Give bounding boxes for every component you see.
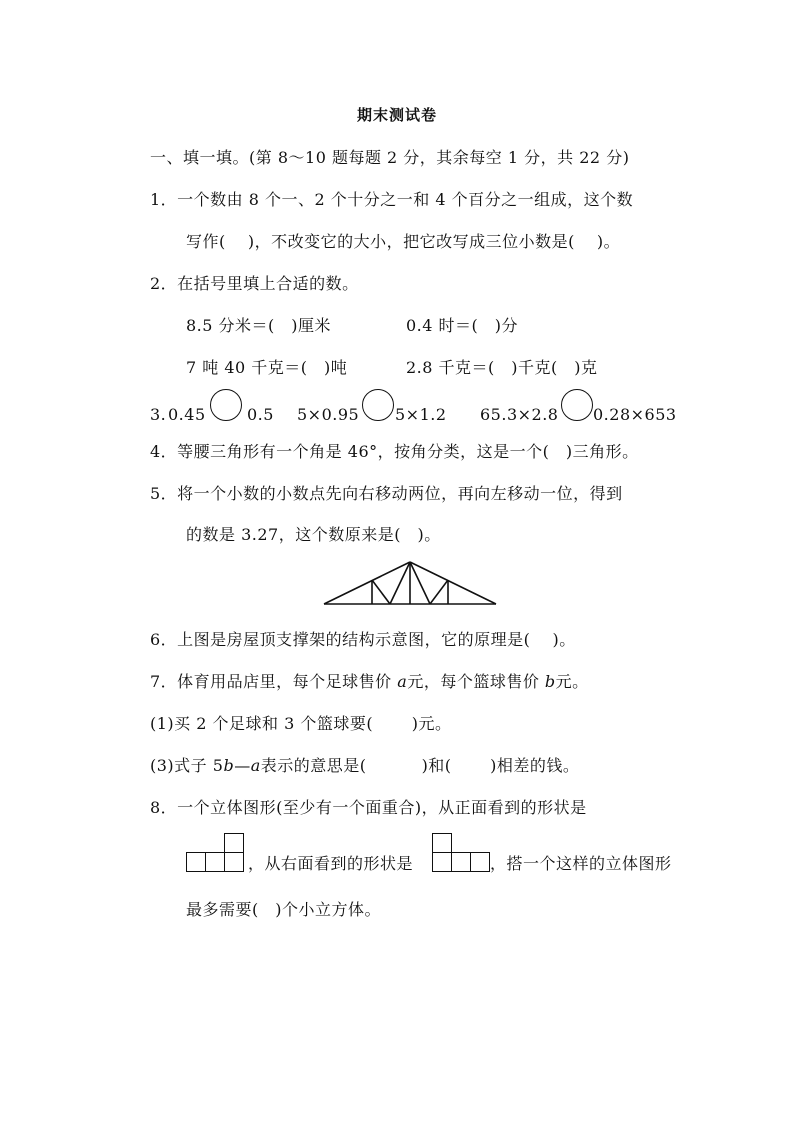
page-title: 期末测试卷 — [356, 106, 437, 124]
right-view-cell — [432, 833, 452, 853]
front-view-cell — [205, 852, 225, 872]
question-1-line-1: 1．一个数由 8 个一、2 个十分之一和 4 个百分之一组成，这个数 — [150, 190, 634, 209]
compare-2-left: 5×0.95 — [297, 405, 360, 424]
question-7-text-a: 7．体育用品店里，每个足球售价 — [150, 672, 398, 691]
front-view-cell — [224, 852, 244, 872]
question-2-item-d: 2.8 千克＝( )千克( )克 — [406, 358, 598, 377]
compare-1-left: 0.45 — [168, 405, 206, 424]
right-view-cell — [470, 852, 490, 872]
front-view-cell — [186, 852, 206, 872]
question-7-text-b: 元，每个篮球售价 — [407, 672, 545, 691]
question-7-sub-3-d: a — [250, 756, 261, 775]
compare-3-left: 65.3×2.8 — [480, 405, 559, 424]
question-3-number: 3. — [150, 405, 167, 424]
right-view-cell — [451, 852, 471, 872]
compare-2-right: 5×1.2 — [395, 405, 447, 424]
question-6: 6．上图是房屋顶支撑架的结构示意图，它的原理是( )。 — [150, 630, 576, 649]
question-7-sub-3 — [150, 754, 579, 778]
compare-3-right: 0.28×653 — [593, 405, 677, 424]
question-7-sub-1: (1)买 2 个足球和 3 个篮球要( )元。 — [150, 714, 452, 733]
question-2-heading: 2．在括号里填上合适的数。 — [150, 274, 359, 293]
question-8-line-2a: ，从右面看到的形状是 — [248, 854, 414, 873]
question-7-sub-3-b: b — [223, 756, 235, 775]
question-8-line-3: 最多需要( )个小立方体。 — [186, 900, 381, 919]
question-2-item-c: 7 吨 40 千克＝( )吨 — [186, 358, 348, 377]
compare-1-right: 0.5 — [247, 405, 274, 424]
question-8-line-2b: ，搭一个这样的立体图形 — [490, 854, 672, 873]
question-7-sub-3-e: 表示的意思是( )和( )相差的钱。 — [260, 756, 580, 775]
question-7-text-c: 元。 — [555, 672, 589, 691]
question-2-item-b: 0.4 时＝( )分 — [406, 316, 519, 335]
compare-2-circle-blank[interactable] — [362, 389, 394, 421]
question-7-var-a: a — [397, 672, 408, 691]
question-7-var-b: b — [544, 672, 556, 691]
compare-3-circle-blank[interactable] — [561, 389, 593, 421]
question-8-line-1: 8．一个立体图形(至少有一个面重合)，从正面看到的形状是 — [150, 798, 587, 817]
roof-truss-diagram — [322, 558, 498, 608]
section-heading: 一、填一填。(第 8～10 题每题 2 分，其余每空 1 分，共 22 分) — [150, 148, 630, 167]
question-7-sub-3-minus: — — [234, 756, 251, 775]
front-view-shape — [186, 832, 246, 872]
right-view-cell — [432, 852, 452, 872]
question-1-line-2: 写作( )，不改变它的大小，把它改写成三位小数是( )。 — [186, 232, 621, 251]
question-5-line-2: 的数是 3.27，这个数原来是( )。 — [186, 525, 441, 544]
question-2-item-a: 8.5 分米＝( )厘米 — [186, 316, 332, 335]
question-7-heading — [150, 670, 589, 694]
front-view-cell — [224, 833, 244, 853]
right-view-shape — [432, 832, 492, 872]
question-4: 4．等腰三角形有一个角是 46°，按角分类，这是一个( )三角形。 — [150, 442, 639, 461]
question-7-sub-3-a: (3)式子 5 — [150, 756, 224, 775]
question-5-line-1: 5．将一个小数的小数点先向右移动两位，再向左移动一位，得到 — [150, 484, 623, 503]
compare-1-circle-blank[interactable] — [210, 389, 242, 421]
